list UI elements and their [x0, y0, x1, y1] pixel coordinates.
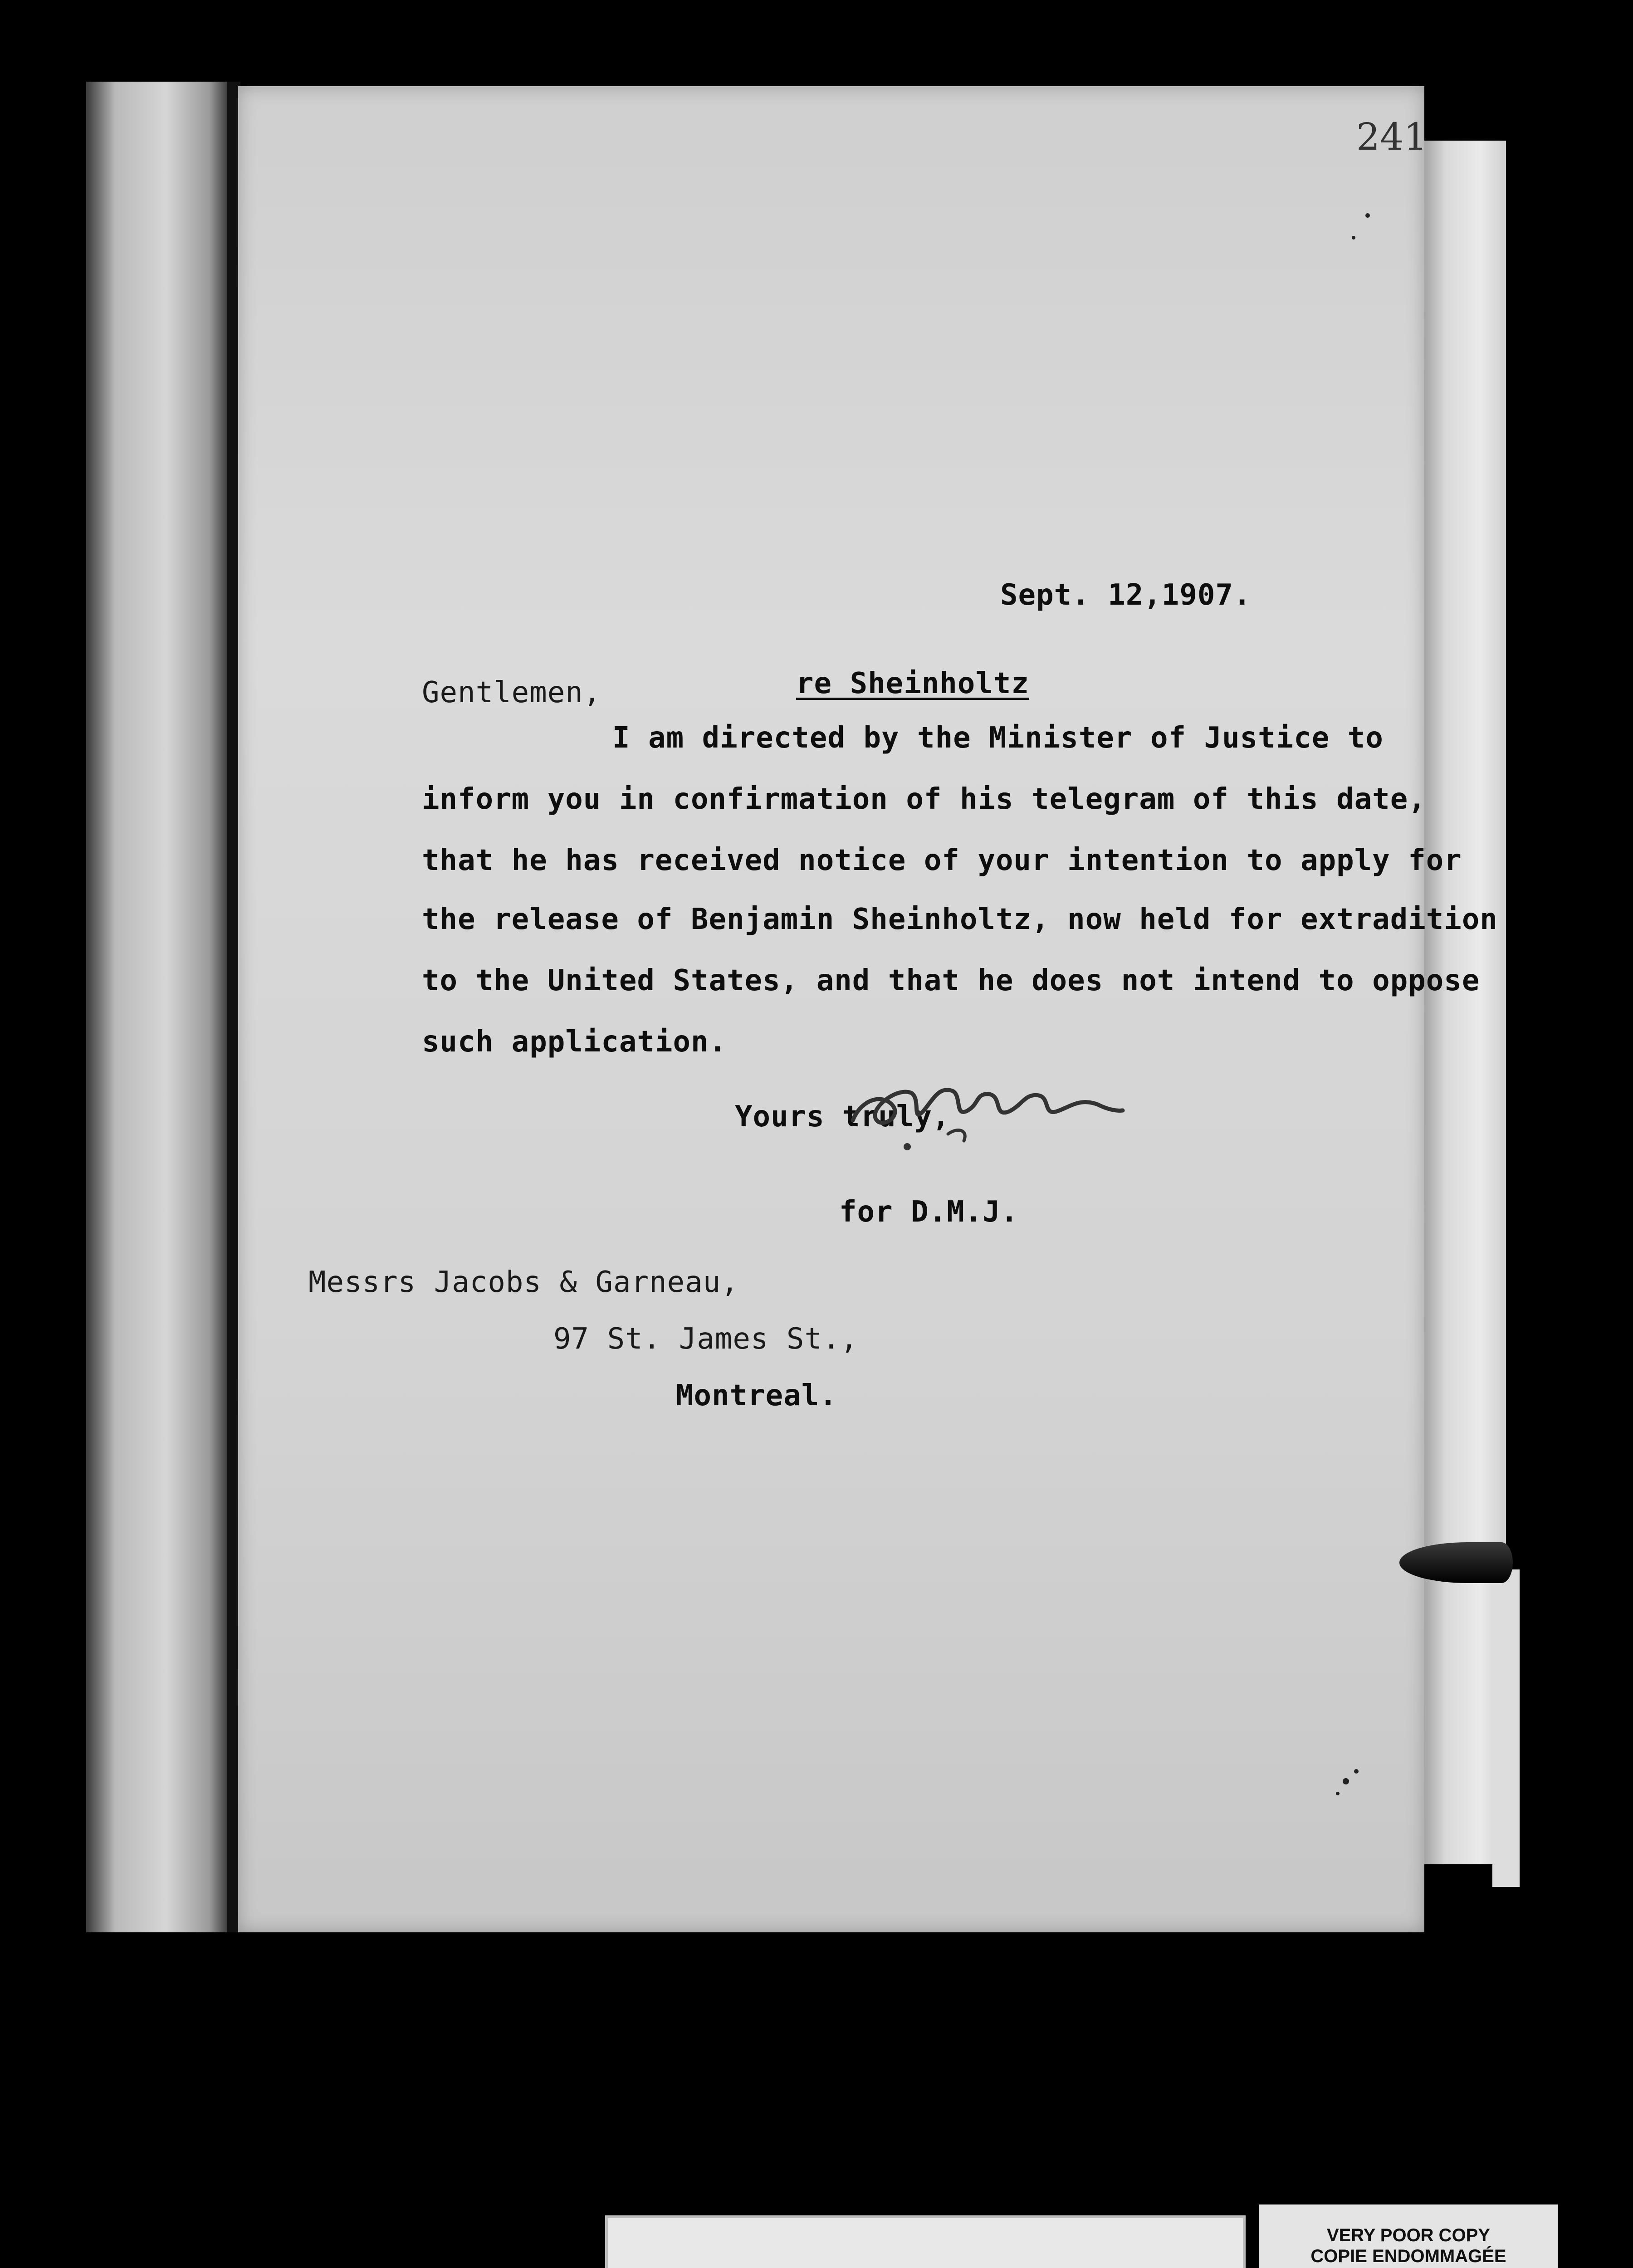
letter-body-line: the release of Benjamin Sheinholtz, now held for extradition: [422, 903, 1498, 936]
recipient-name: Messrs Jacobs & Garneau,: [308, 1266, 739, 1299]
letter-page: [238, 86, 1424, 1932]
back-sheet-edge: [1492, 1569, 1520, 1887]
recipient-street: 97 St. James St.,: [553, 1322, 859, 1356]
letter-body-line: I am directed by the Minister of Justice to: [612, 721, 1384, 755]
letter-body-line: that he has received notice of your intention to apply for: [422, 844, 1462, 877]
recipient-city: Montreal.: [676, 1379, 837, 1413]
letter-body-line: such application.: [422, 1025, 727, 1059]
archive-reference-label: [608, 2218, 1243, 2268]
letter-signer: for D.M.J.: [839, 1195, 1019, 1229]
folder-strip: [86, 82, 231, 1932]
condition-fr: COPIE ENDOMMAGÉE: [1310, 2246, 1506, 2266]
condition-en: VERY POOR COPY: [1326, 2225, 1491, 2245]
letter-body-line: inform you in confirmation of his telegram of this date,: [422, 782, 1426, 816]
letter-closing: Yours truly,: [735, 1100, 950, 1134]
handwritten-signature: [844, 1043, 1125, 1152]
archive-page-number: 241: [1356, 116, 1428, 159]
condition-label-text: [1275, 2225, 1542, 2267]
letter-body-line: to the United States, and that he does not intend to oppose: [422, 964, 1480, 997]
letter-subject: re Sheinholtz: [796, 667, 1029, 700]
letter-date: Sept. 12,1907.: [1000, 578, 1252, 612]
letter-salutation: Gentlemen,: [422, 676, 601, 709]
